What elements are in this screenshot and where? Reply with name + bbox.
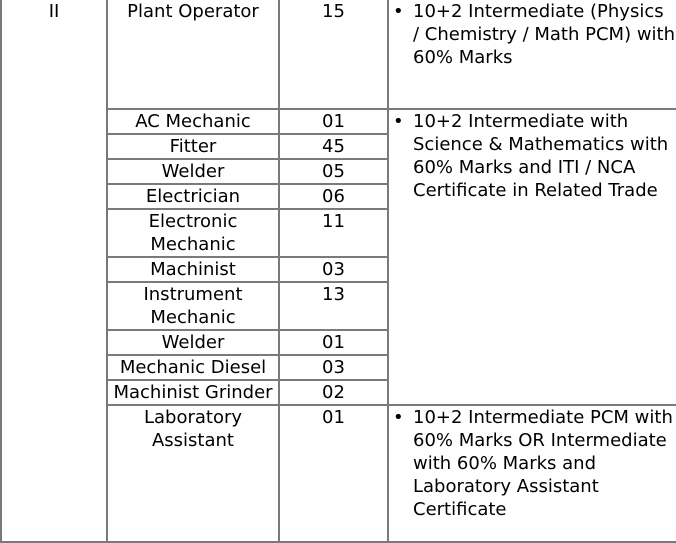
qualification-text: • 10+2 Intermediate with Science & Mathematics with 60% Marks and ITI / NCA Certificate in Related Trade <box>413 110 675 202</box>
vacancy-count: 45 <box>279 134 388 159</box>
vacancy-count: 02 <box>279 380 388 405</box>
qualification-list <box>391 406 675 521</box>
qualification-list <box>391 0 675 69</box>
vacancy-count: 05 <box>279 159 388 184</box>
vacancy-count: 03 <box>279 355 388 380</box>
qualification-text: • 10+2 Intermediate PCM with 60% Marks OR Intermediate with 60% Marks and Laboratory Assistant Certificate <box>413 406 675 521</box>
vacancy-count: 06 <box>279 184 388 209</box>
post-name: Plant Operator <box>107 0 279 109</box>
post-name: AC Mechanic <box>107 109 279 134</box>
post-name: Welder <box>107 159 279 184</box>
post-name: Mechanic Diesel <box>107 355 279 380</box>
post-name: Laboratory Assistant <box>107 405 279 542</box>
vacancy-count: 15 <box>279 0 388 109</box>
post-name: Instrument Mechanic <box>107 282 279 330</box>
qualification-cell <box>388 405 676 542</box>
vacancy-count: 13 <box>279 282 388 330</box>
post-name: Fitter <box>107 134 279 159</box>
vacancy-count: 01 <box>279 109 388 134</box>
qualification-cell <box>388 109 676 405</box>
post-name: Machinist Grinder <box>107 380 279 405</box>
post-name: Welder <box>107 330 279 355</box>
qualification-cell <box>388 0 676 109</box>
table-row <box>1 0 676 109</box>
vacancy-count: 01 <box>279 405 388 542</box>
qualification-text: • 10+2 Intermediate (Physics / Chemistry / Math PCM) with 60% Marks <box>413 0 675 69</box>
post-name: Electrician <box>107 184 279 209</box>
category-cell: II <box>1 0 107 542</box>
post-name: Electronic Mechanic <box>107 209 279 257</box>
vacancy-count: 11 <box>279 209 388 257</box>
post-name: Machinist <box>107 257 279 282</box>
vacancy-count: 03 <box>279 257 388 282</box>
vacancy-count: 01 <box>279 330 388 355</box>
qualification-list <box>391 110 675 202</box>
